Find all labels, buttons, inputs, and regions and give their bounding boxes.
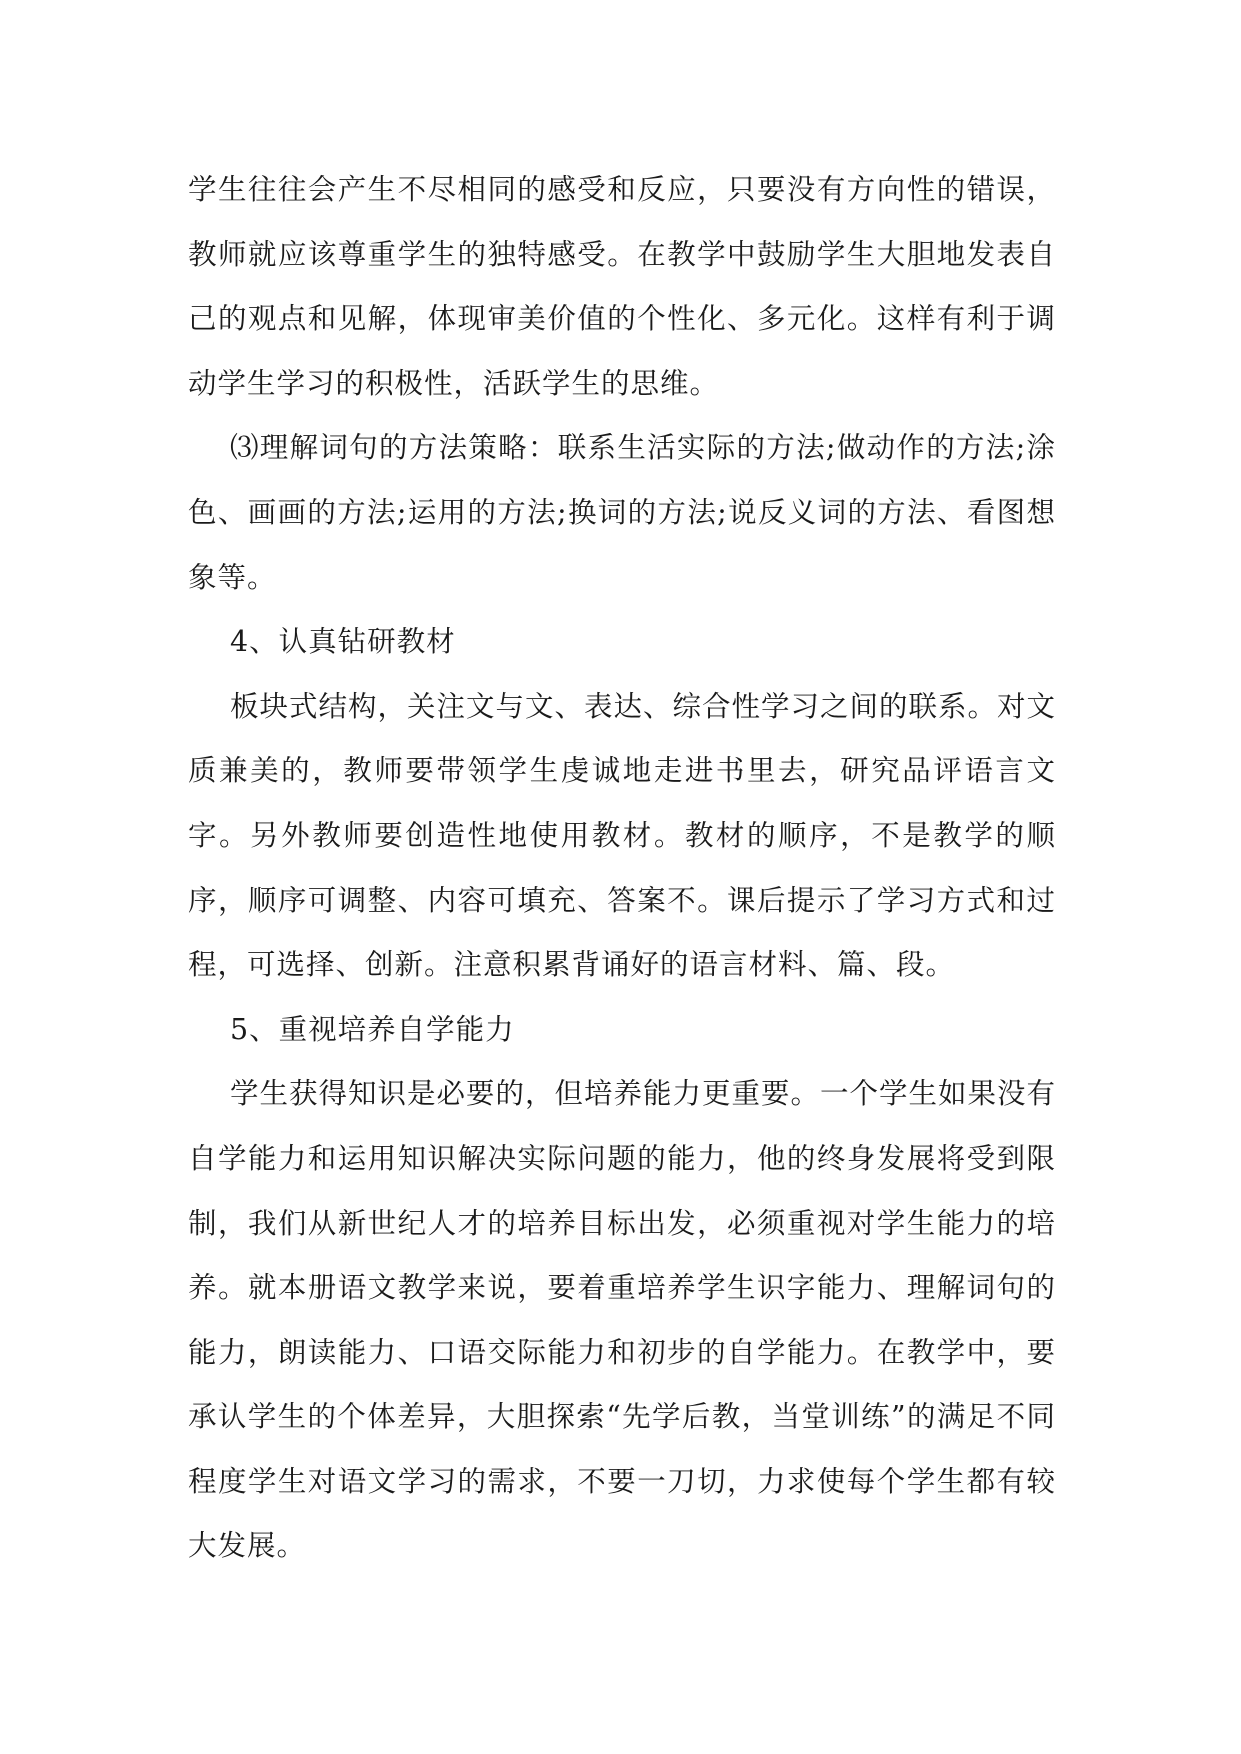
section-heading-5: 5、重视培养自学能力 [230,1012,515,1046]
paragraph-self-study: 学生获得知识是必要的，但培养能力更重要。一个学生如果没有自学能力和运用知识解决实际问题的能力，他的终身发展将受到限制，我们从新世纪人才的培养目标出发，必须重视对学生能力的培养。就本册语文教学来说，要着重培养学生识字能力、理解词句的能力，朗读能力、口语交际能力和初步的自学能力。在教学中，要承认学生的个体差异，大胆探索“先学后教，当堂训练”的满足不同程度学生对语文学习的需求，不要一刀切，力求使每个学生都有较大发展。 [188,1077,1057,1563]
paragraph-continued: 学生往往会产生不尽相同的感受和反应，只要没有方向性的错误，教师就应该尊重学生的独特感受。在教学中鼓励学生大胆地发表自己的观点和见解，体现审美价值的个性化、多元化。这样有利于调动学生学习的积极性，活跃学生的思维。 [188,173,1056,400]
paragraph-textbook: 板块式结构，关注文与文、表达、综合性学习之间的联系。对文质兼美的，教师要带领学生虔诚地走进书里去，研究品评语言文字。另外教师要创造性地使用教材。教材的顺序，不是教学的顺序，顺序可调整、内容可填充、答案不。课后提示了学习方式和过程，可选择、创新。注意积累背诵好的语言材料、篇、段。 [188,689,1057,982]
paragraph-word-methods: ⑶理解词句的方法策略：联系生活实际的方法;做动作的方法;涂色、画画的方法;运用的方法;换词的方法;说反义词的方法、看图想象等。 [188,431,1056,594]
section-heading-4: 4、认真钻研教材 [230,625,456,659]
document-body [188,158,1056,1579]
